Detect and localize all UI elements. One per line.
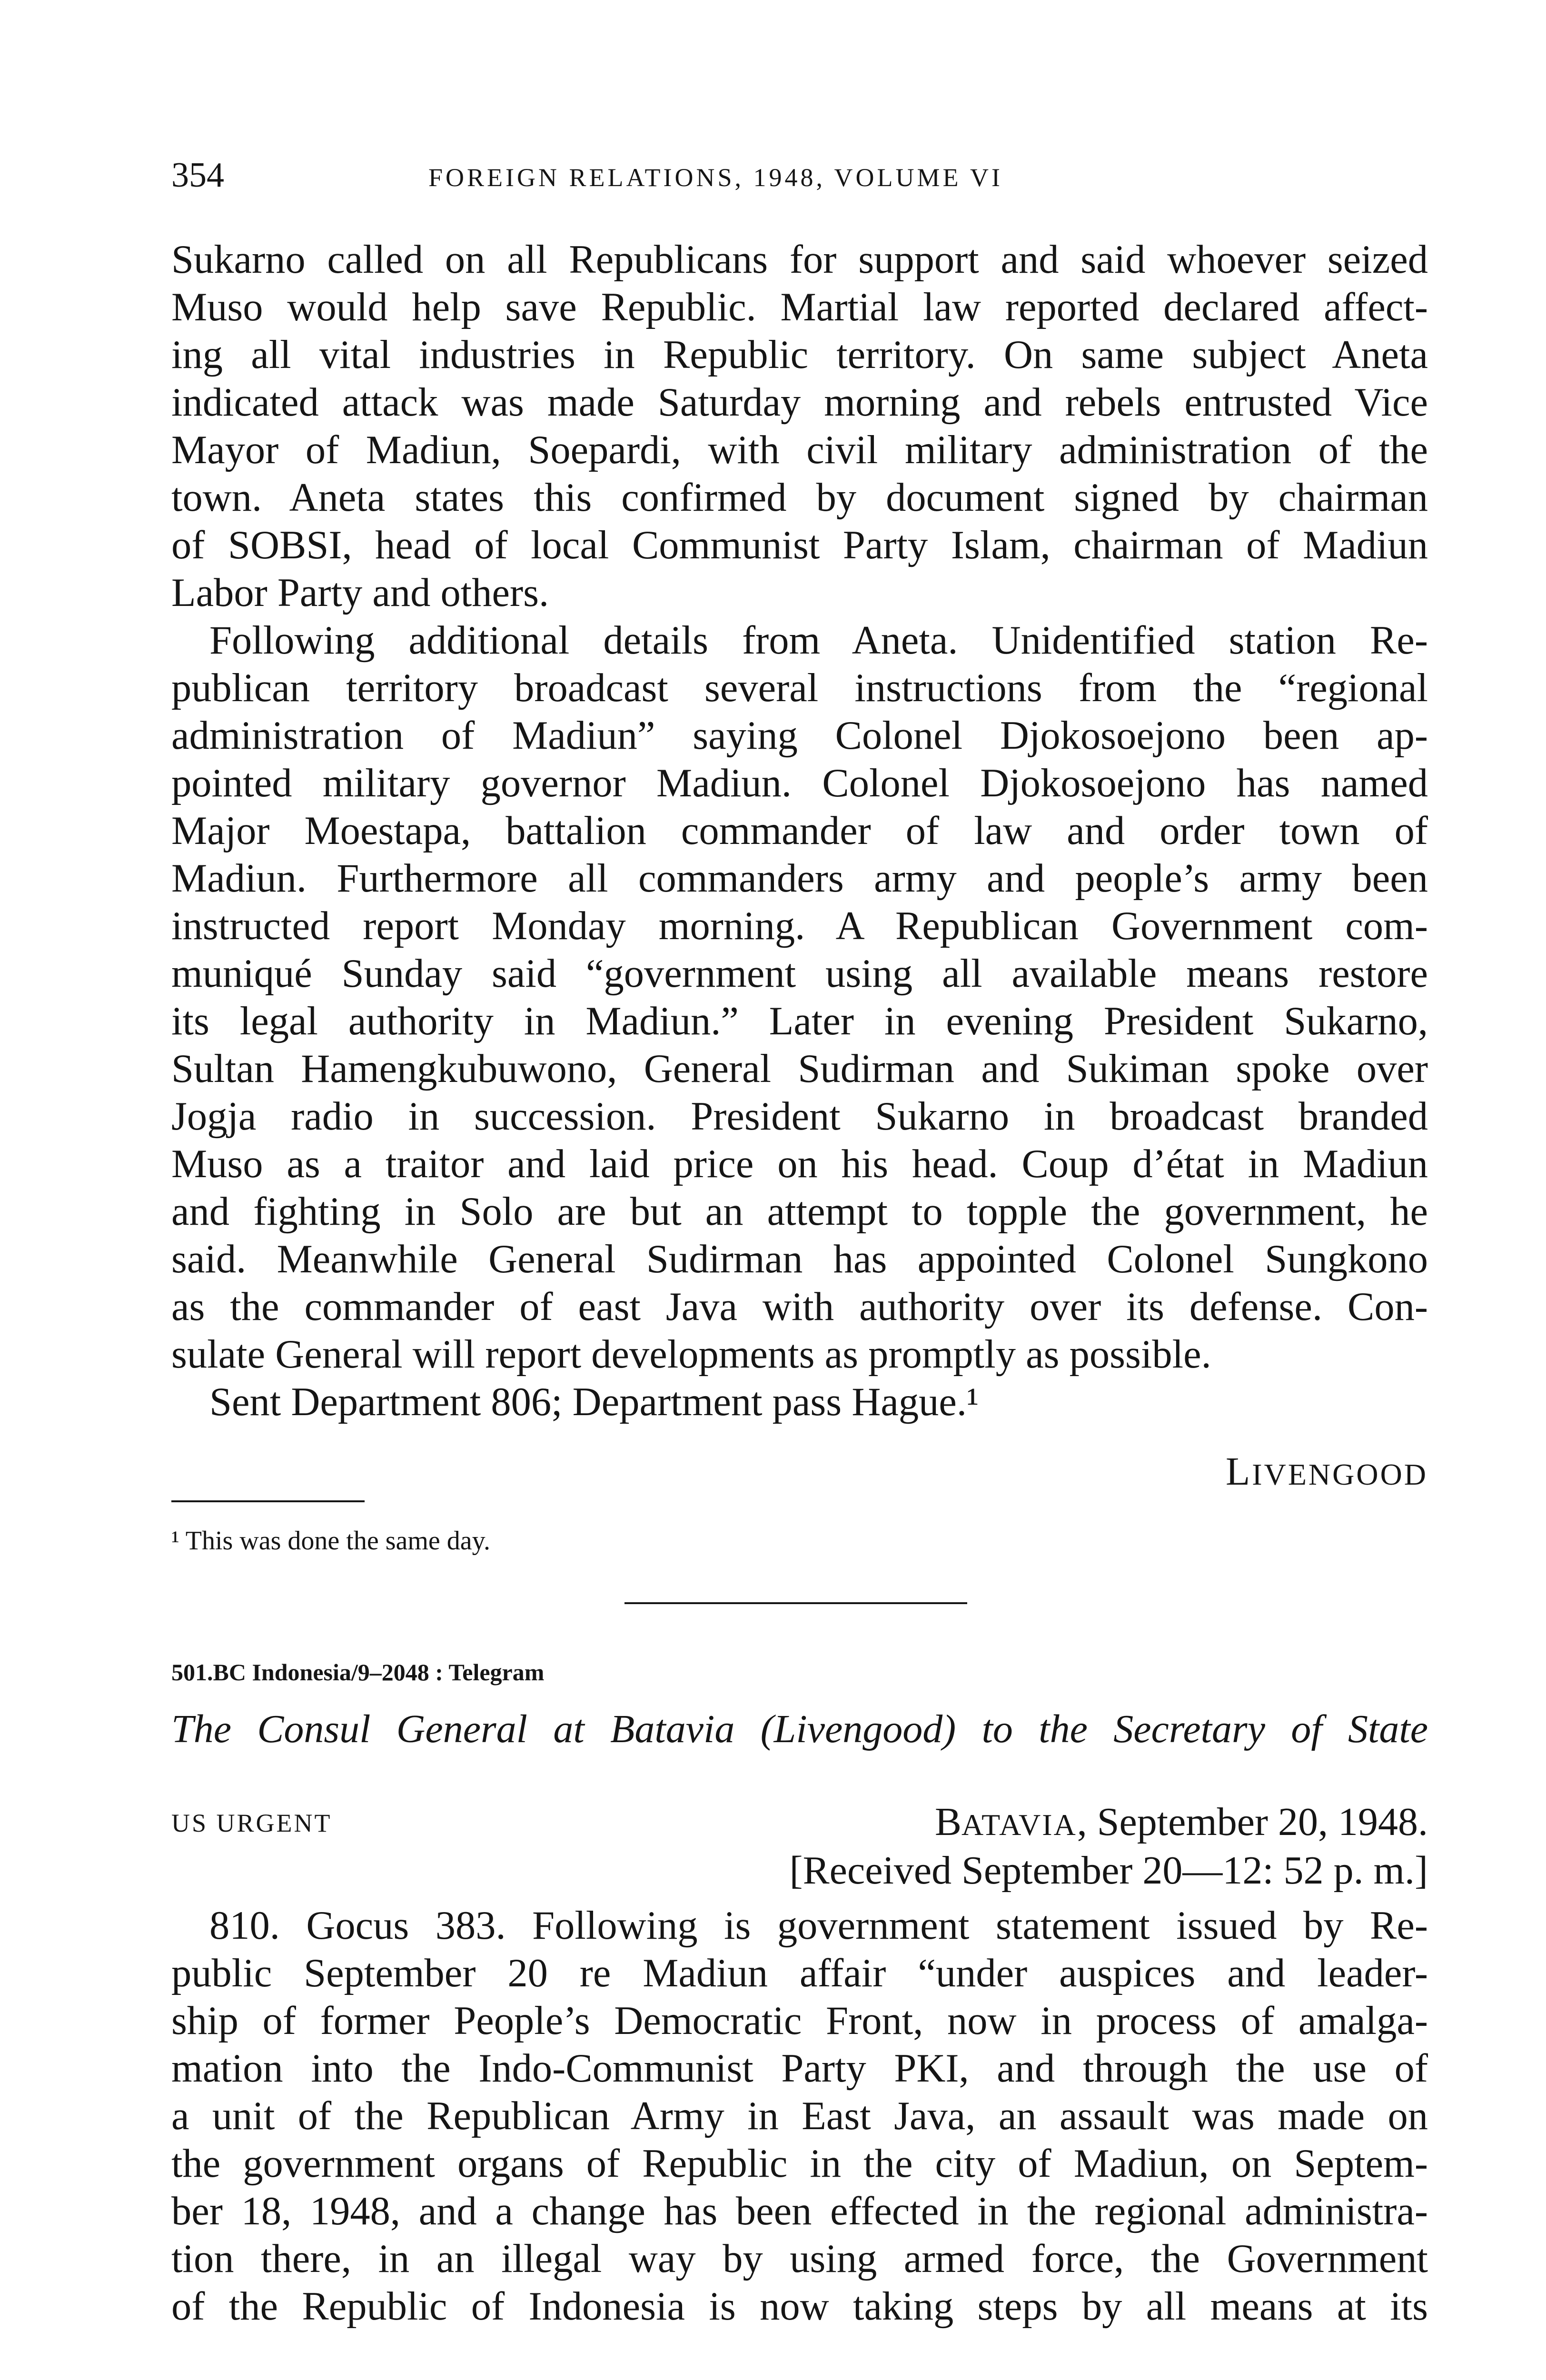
body-line: of the Republic of Indonesia is now taking steps by all means at its xyxy=(171,2284,1428,2329)
signature-rest: IVENGOOD xyxy=(1252,1458,1428,1491)
body-line: Muso as a traitor and laid price on his head. Coup d’état in Madiun xyxy=(171,1142,1428,1186)
body-line: town. Aneta states this confirmed by document signed by chairman xyxy=(171,476,1428,520)
body-line: ship of former People’s Democratic Front, now in process of amalga- xyxy=(171,1999,1428,2043)
body-line: muniqué Sunday said “government using all available means restore xyxy=(171,952,1428,996)
signature xyxy=(1226,1448,1428,1498)
received-stamp: [Received September 20—12: 52 p. m.] xyxy=(789,1848,1428,1893)
body-line: and fighting in Solo are but an attempt to topple the government, he xyxy=(171,1190,1428,1234)
body-line: Muso would help save Republic. Martial law reported declared affect- xyxy=(171,285,1428,329)
body-line: as the commander of east Java with authority over its defense. Con- xyxy=(171,1285,1428,1329)
body-line: publican territory broadcast several instructions from the “regional xyxy=(171,666,1428,710)
body-line: said. Meanwhile General Sudirman has appointed Colonel Sungkono xyxy=(171,1237,1428,1281)
body-line: administration of Madiun” saying Colonel Djokosoejono been ap- xyxy=(171,714,1428,758)
dateline-place-initial: B xyxy=(934,1800,961,1844)
body-line: ing all vital industries in Republic territory. On same subject Aneta xyxy=(171,333,1428,377)
dateline-date: , September 20, 1948. xyxy=(1077,1800,1428,1844)
running-title: FOREIGN RELATIONS, 1948, VOLUME VI xyxy=(428,163,1003,192)
body-line: pointed military governor Madiun. Colonel Djokosoejono has named xyxy=(171,761,1428,805)
running-head xyxy=(171,151,1428,204)
body-line: Sukarno called on all Republicans for support and said whoever seized xyxy=(171,238,1428,282)
document-heading: The Consul General at Batavia (Livengood) to the Secretary of State xyxy=(171,1707,1428,1751)
body-line: instructed report Monday morning. A Republican Government com- xyxy=(171,904,1428,948)
body-line: the government organs of Republic in the city of Madiun, on Septem- xyxy=(171,2142,1428,2186)
body-line: Jogja radio in succession. President Sukarno in broadcast branded xyxy=(171,1094,1428,1139)
body-line: a unit of the Republican Army in East Java, an assault was made on xyxy=(171,2094,1428,2138)
body-line: Sultan Hamengkubuwono, General Sudirman and Sukiman spoke over xyxy=(171,1047,1428,1091)
body-line: ber 18, 1948, and a change has been effected in the regional administra- xyxy=(171,2189,1428,2233)
body-line: Labor Party and others. xyxy=(171,571,549,615)
body-line: of SOBSI, head of local Communist Party Islam, chairman of Madiun xyxy=(171,523,1428,567)
signature-initial: L xyxy=(1225,1449,1252,1494)
body-line: tion there, in an illegal way by using armed force, the Government xyxy=(171,2237,1428,2281)
dateline xyxy=(935,1798,1428,1849)
dateline-place-rest: ATAVIA xyxy=(961,1808,1077,1842)
footnote: ¹ This was done the same day. xyxy=(171,1526,490,1556)
body-line: Following additional details from Aneta. Unidentified station Re- xyxy=(209,618,1428,663)
body-line: Sent Department 806; Department pass Hague.¹ xyxy=(209,1380,979,1424)
file-reference: 501.BC Indonesia/9–2048 : Telegram xyxy=(171,1659,545,1686)
body-line: mation into the Indo-Communist Party PKI, and through the use of xyxy=(171,2046,1428,2091)
body-line: its legal authority in Madiun.” Later in evening President Sukarno, xyxy=(171,999,1428,1043)
page-number: 354 xyxy=(171,156,224,195)
body-line: Major Moestapa, battalion commander of law and order town of xyxy=(171,809,1428,853)
body-line: public September 20 re Madiun affair “under auspices and leader- xyxy=(171,1951,1428,1995)
section-divider xyxy=(624,1602,967,1604)
body-line: indicated attack was made Saturday morning and rebels entrusted Vice xyxy=(171,380,1428,425)
body-line: Mayor of Madiun, Soepardi, with civil military administration of the xyxy=(171,428,1428,472)
body-line: 810. Gocus 383. Following is government statement issued by Re- xyxy=(209,1904,1428,1948)
body-line: sulate General will report developments as promptly as possible. xyxy=(171,1332,1211,1377)
classification-tag: US URGENT xyxy=(171,1809,332,1837)
footnote-rule xyxy=(171,1500,365,1502)
body-line: Madiun. Furthermore all commanders army and people’s army been xyxy=(171,856,1428,901)
